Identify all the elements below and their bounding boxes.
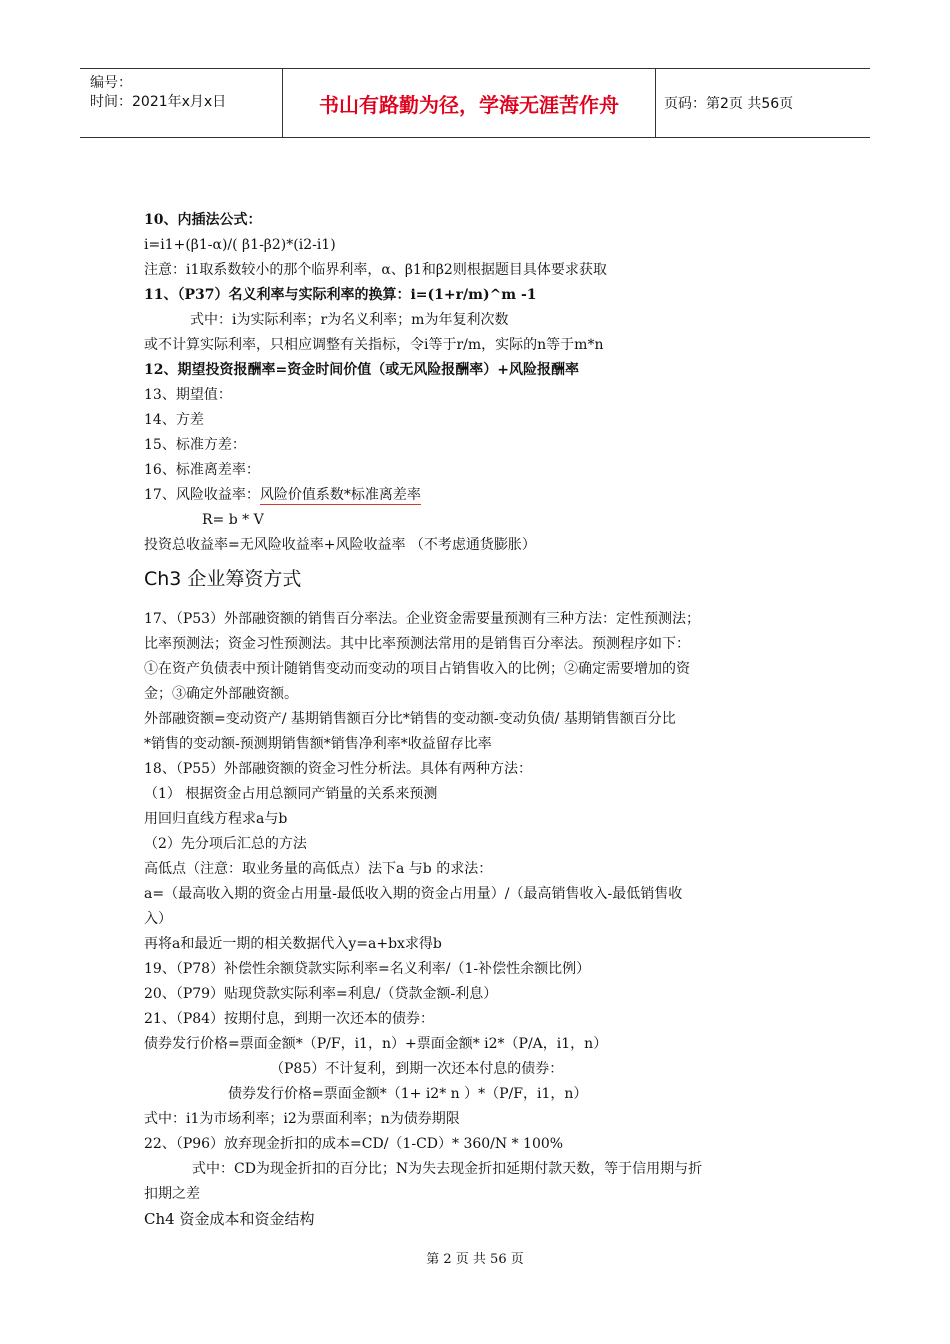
text-line: 式中：i为实际利率；r为名义利率；m为年复利次数 [190,312,509,328]
text-line: 22、（P96）放弃现金折扣的成本=CD/（1-CD）* 360/N * 100% [144,1136,564,1152]
text-line: （2）先分项后汇总的方法 [144,836,307,852]
text-line: 20、（P79）贴现贷款实际利率=利息/（贷款金额-利息） [144,986,498,1002]
formula-title-11: 11、（P37）名义利率与实际利率的换算：i=(1+r/m)^m -1 [144,287,537,303]
page-header [80,68,870,138]
formula-line: 债券发行价格=票面金额*（1+ i2* n ）*（P/F，i1，n） [228,1086,588,1102]
formula-title-12: 12、期望投资报酬率=资金时间价值（或无风险报酬率）+风险报酬率 [144,362,579,378]
formula-title-10: 10、内插法公式： [144,212,262,228]
text-line: 入） [144,911,172,927]
text-line: 高低点（注意：取业务量的高低点）法下a 与b 的求法： [144,861,493,877]
header-motto: 书山有路勤为径，学海无涯苦作舟 [283,69,656,137]
number-label: 编号： [90,75,132,91]
text-line: 式中：i1为市场利率；i2为票面利率；n为债券期限 [144,1111,460,1127]
text-line: 用回归直线方程求a与b [144,811,288,827]
text-line: 扣期之差 [144,1186,200,1202]
header-meta [80,69,283,137]
risk-return-label: 17、风险收益率： [144,487,260,503]
text-line: 外部融资额=变动资产/ 基期销售额百分比*销售的变动额-变动负债/ 基期销售额百分比 [144,711,676,727]
text-line: 比率预测法；资金习性预测法。其中比率预测法常用的是销售百分率法。预测程序如下： [144,636,690,652]
text-line: ①在资产负债表中预计随销售变动而变动的项目占销售收入的比例；②确定需要增加的资 [144,661,690,677]
text-line: 14、方差 [144,412,204,428]
text-line: 再将a和最近一期的相关数据代入y=a+bx求得b [144,936,442,952]
page-footer: 第 2 页 共 56 页 [426,1252,524,1267]
formula-line: R= b * V [202,512,264,528]
text-line: 18、（P55）外部融资额的资金习性分析法。具体有两种方法： [144,761,533,777]
text-line: 13、期望值： [144,387,232,403]
text-line: 注意：i1取系数较小的那个临界利率，α、β1和β2则根据题目具体要求获取 [144,262,607,278]
text-line: 或不计算实际利率，只相应调整有关指标，令i等于r/m，实际的n等于m*n [144,337,604,353]
risk-return-formula: 风险价值系数*标准离差率 [259,487,421,503]
text-line: *销售的变动额-预测期销售额*销售净利率*收益留存比率 [144,736,492,752]
header-page-info: 页码：第2页 共56页 [664,96,794,112]
text-line: 21、（P84）按期付息，到期一次还本的债券： [144,1011,435,1027]
text-line: a=（最高收入期的资金占用量-最低收入期的资金占用量）/（最高销售收入-最低销售收 [144,886,683,902]
text-line: i=i1+(β1-α)/( β1-β2)*(i2-i1) [144,237,336,253]
text-line: 16、标准离差率： [144,462,260,478]
chapter-heading-4: Ch4 资金成本和资金结构 [144,1210,315,1228]
date-label: 时间：2021年x月x日 [90,94,227,110]
text-line: （1） 根据资金占用总额同产销量的关系来预测 [144,786,438,802]
text-line: 投资总收益率=无风险收益率+风险收益率 （不考虑通货膨胀） [144,537,536,553]
text-line: 金；③确定外部融资额。 [144,686,298,702]
chapter-heading-3: Ch3 企业筹资方式 [144,568,302,590]
text-line: 式中：CD为现金折扣的百分比；N为失去现金折扣延期付款天数，等于信用期与折 [192,1161,703,1177]
text-line: 19、（P78）补偿性余额贷款实际利率=名义利率/（1-补偿性余额比例） [144,961,591,977]
text-line: 15、标准方差： [144,437,246,453]
text-line [144,486,421,504]
text-line: （P85）不计复利，到期一次还本付息的债券： [270,1061,564,1077]
text-line: 17、（P53）外部融资额的销售百分率法。企业资金需要量预测有三种方法：定性预测法； [144,611,701,627]
text-line: 债券发行价格=票面金额*（P/F，i1，n）+票面金额* i2*（P/A，i1，n） [144,1036,608,1052]
